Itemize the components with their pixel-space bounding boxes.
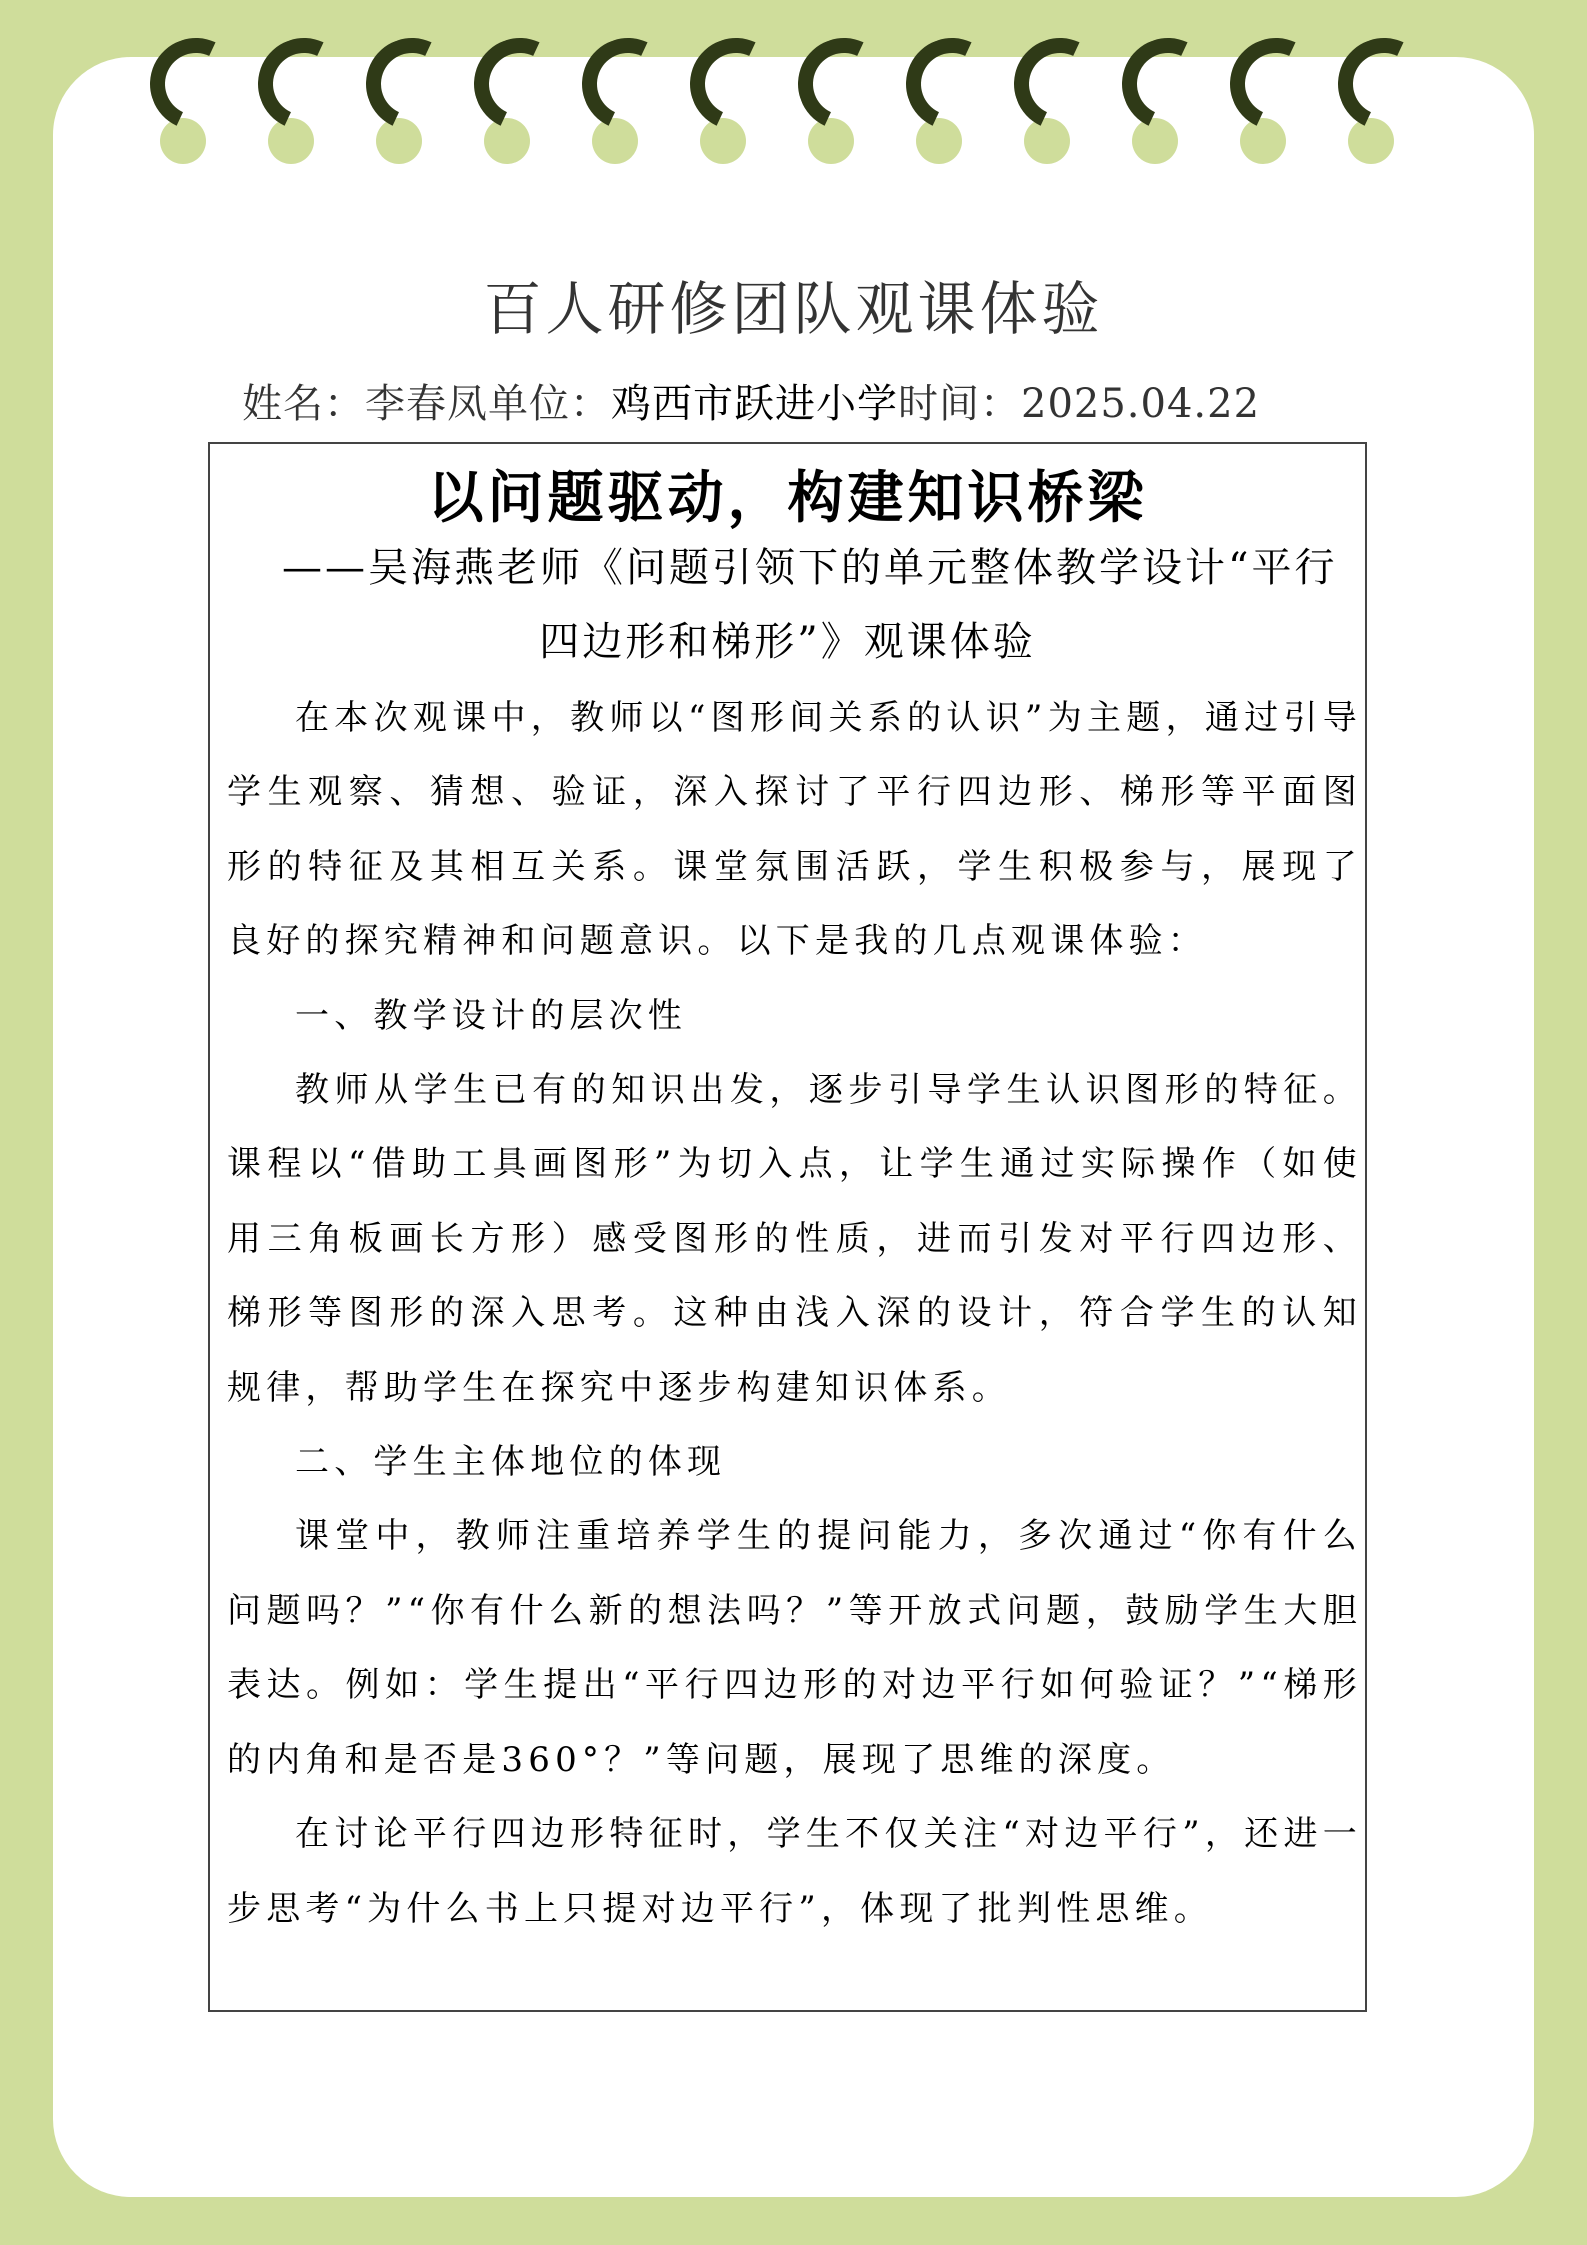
ring-icon	[785, 25, 903, 143]
ring-icon	[1325, 25, 1443, 143]
name-value: 李春凤	[365, 381, 488, 427]
unit-label: 单位：	[488, 381, 611, 427]
paragraph-section-2b: 在讨论平行四边形特征时，学生不仅关注“对边平行”，还进一步思考“为什么书上只提对边平行”，体现了批判性思维。	[227, 1814, 1362, 1929]
article-title: 以问题驱动，构建知识桥梁	[427, 465, 1148, 531]
time-value: 2025.04.22	[1021, 381, 1261, 427]
time-label: 时间：	[898, 381, 1021, 427]
section-heading-1: 一、教学设计的层次性	[295, 995, 687, 1036]
article-subtitle-line2: 四边形和梯形”》观课体验	[539, 619, 1036, 665]
ring-icon	[1217, 25, 1335, 143]
name-label: 姓名：	[242, 381, 365, 427]
article-box	[208, 442, 1367, 2012]
ring-icon	[1109, 25, 1227, 143]
ring-icon	[1001, 25, 1119, 143]
ring-icon	[461, 25, 579, 143]
paragraph-section-2: 课堂中，教师注重培养学生的提问能力，多次通过“你有什么问题吗？”“你有什么新的想法吗？”等开放式问题，鼓励学生大胆表达。例如：学生提出“平行四边形的对边平行如何验证？”“梯形的内角和是否是360°？”等问题，展现了思维的深度。	[227, 1516, 1362, 1780]
section-heading-2: 二、学生主体地位的体现	[295, 1442, 727, 1483]
ring-icon	[677, 25, 795, 143]
paragraph-section-1: 教师从学生已有的知识出发，逐步引导学生认识图形的特征。课程以“借助工具画图形”为切入点，让学生通过实际操作（如使用三角板画长方形）感受图形的性质，进而引发对平行四边形、梯形等图形的深入思考。这种由浅入深的设计，符合学生的认知规律，帮助学生在探究中逐步构建知识体系。	[227, 1070, 1362, 1408]
page-title: 百人研修团队观课体验	[483, 275, 1104, 343]
ring-icon	[353, 25, 471, 143]
paragraph-intro: 在本次观课中，教师以“图形间关系的认识”为主题，通过引导学生观察、猜想、验证，深入探讨了平行四边形、梯形等平面图形的特征及其相互关系。课堂氛围活跃，学生积极参与，展现了良好的探究精神和问题意识。以下是我的几点观课体验：	[227, 698, 1362, 962]
binder-rings	[0, 0, 1587, 170]
unit-value: 鸡西市跃进小学	[611, 381, 898, 427]
ring-icon	[569, 25, 687, 143]
ring-icon	[137, 25, 255, 143]
ring-icon	[245, 25, 363, 143]
article-subtitle-line1: ——吴海燕老师《问题引领下的单元整体教学设计“平行	[282, 545, 1338, 591]
author-info-line	[242, 372, 1260, 429]
article-body	[227, 681, 1362, 1946]
ring-icon	[893, 25, 1011, 143]
